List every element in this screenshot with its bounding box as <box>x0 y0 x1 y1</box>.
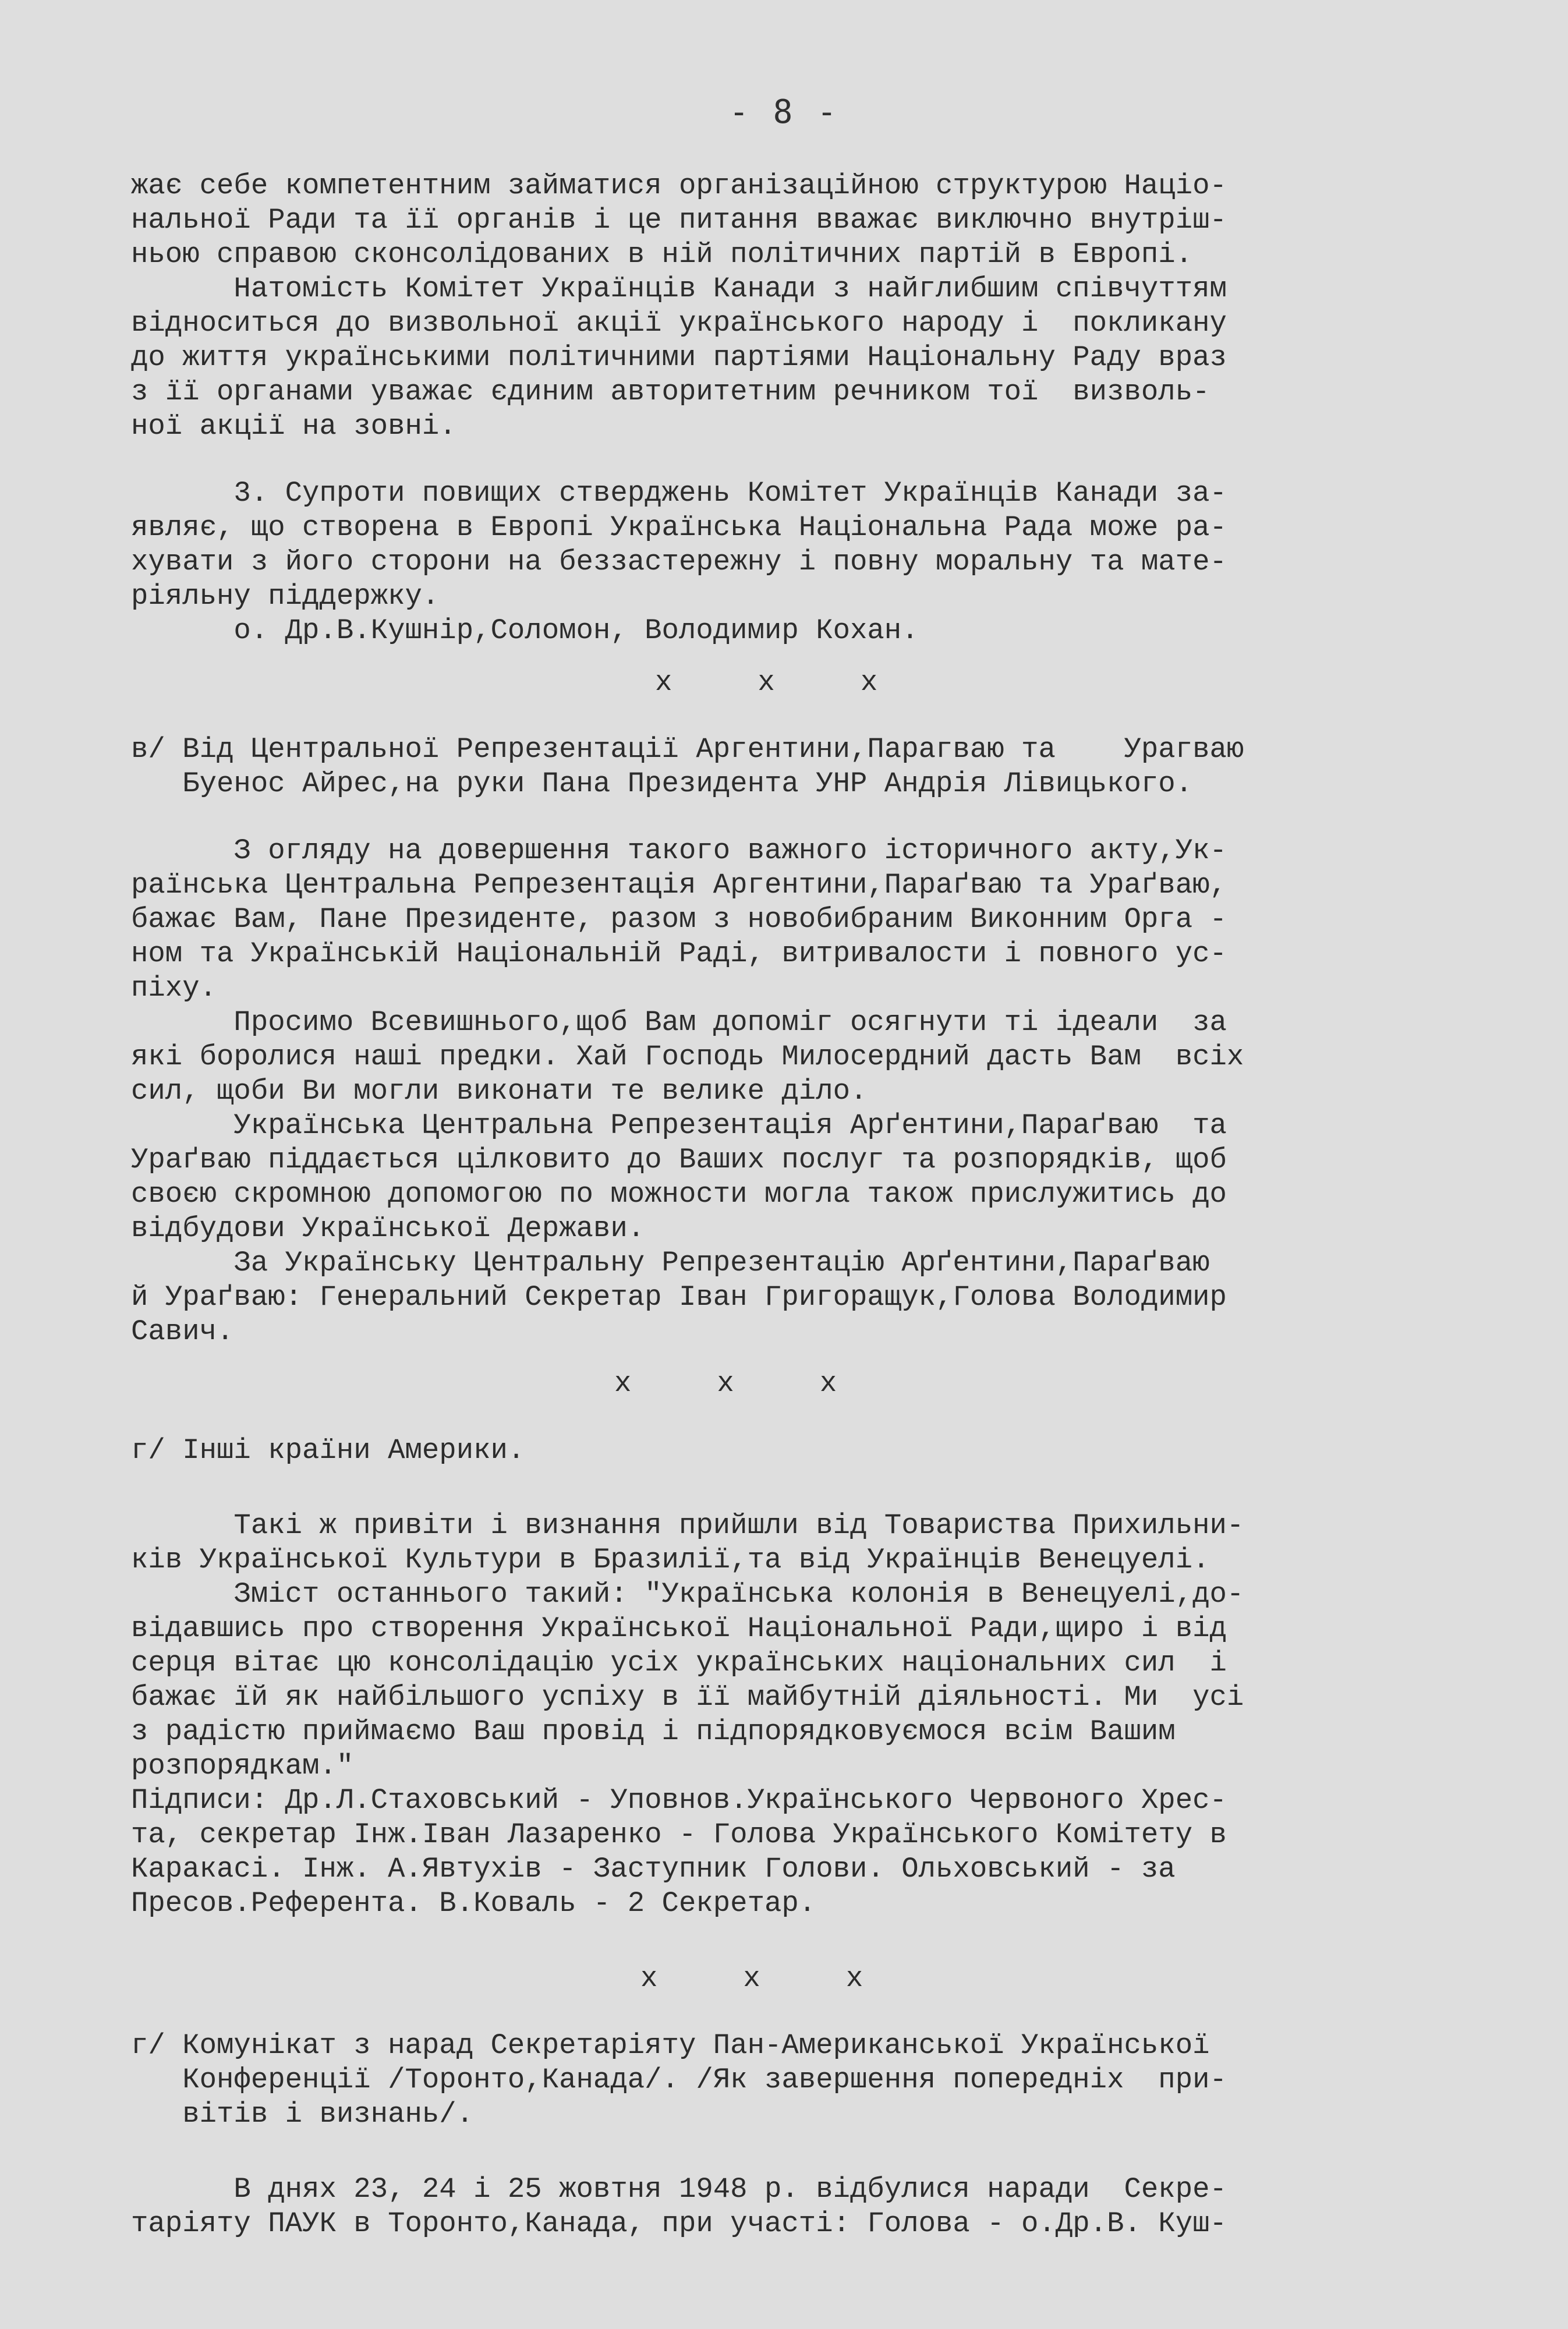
text-line: ків Української Культури в Бразилії,та від Українців Венецуелі. <box>131 1544 1210 1576</box>
text-line: відноситься до визвольної акції українського народу і покликану <box>131 307 1227 339</box>
signatures-line: Каракасі. Інж. А.Явтухів - Заступник Голови. Ольховський - за <box>131 1853 1176 1885</box>
section-g2-heading <box>131 2029 1488 2132</box>
section-g1-body <box>131 1509 1488 1921</box>
text-line: ріяльну піддержку. <box>131 580 440 613</box>
text-line: Натомість Комітет Українців Канади з найглибшим співчуттям <box>131 272 1227 305</box>
section-separator: x x x <box>614 1367 837 1400</box>
text-line: ної акції на зовні. <box>131 410 456 443</box>
text-line: відбудови Української Держави. <box>131 1212 645 1245</box>
text-line: своєю скромною допомогою по можности могла також прислужитись до <box>131 1178 1227 1210</box>
text-line: Зміст останнього такий: "Українська колонія в Венецуелі,до- <box>131 1578 1244 1611</box>
document-body <box>131 169 1488 2241</box>
section-separator: x x x <box>640 1962 863 1995</box>
text-line: 3. Супроти повищих стверджень Комітет Українців Канади за- <box>131 477 1227 509</box>
text-line: В днях 23, 24 і 25 жовтня 1948 р. відбулися наради Секре- <box>131 2173 1227 2206</box>
text-line: розпорядкам." <box>131 1750 354 1782</box>
text-line: Просимо Всевишнього,щоб Вам допоміг осягнути ті ідеали за <box>131 1006 1227 1039</box>
section-separator: x x x <box>655 666 878 699</box>
text-line: й Ураґваю: Генеральний Секретар Іван Григоращук,Голова Володимир <box>131 1281 1227 1314</box>
text-line: раїнська Центральна Репрезентація Аргентини,Параґваю та Ураґваю, <box>131 869 1227 901</box>
text-line: піху. <box>131 972 217 1004</box>
section-b-continuation <box>131 169 1488 444</box>
text-line: бажає Вам, Пане Президенте, разом з новобибраним Виконним Орга - <box>131 903 1227 936</box>
text-line: ном та Українській Національній Раді, витривалости і повного ус- <box>131 937 1227 970</box>
section-v-body <box>131 834 1488 1349</box>
text-line: відавшись про створення Української Національної Ради,щиро і від <box>131 1612 1227 1645</box>
heading-line: вітів і визнань/. <box>131 2098 474 2130</box>
text-line: сил, щоби Ви могли виконати те велике діло. <box>131 1075 868 1107</box>
section-g2-body <box>131 2172 1488 2241</box>
text-line: Савич. <box>131 1315 234 1348</box>
page-number: - 8 - <box>729 93 839 131</box>
text-line: які боролися наші предки. Хай Господь Милосердний дасть Вам всіх <box>131 1040 1244 1073</box>
signatures-line: та, секретар Інж.Іван Лазаренко - Голова Українського Комітету в <box>131 1818 1227 1851</box>
text-line: За Українську Центральну Репрезентацію Арґентини,Параґваю <box>131 1247 1210 1279</box>
text-line: серця вітає цю консолідацію усіх українських національних сил і <box>131 1647 1227 1679</box>
section-g1-heading: г/ Інші країни Америки. <box>131 1434 525 1467</box>
heading-line: Буенос Айрес,на руки Пана Президента УНР Андрія Лівицького. <box>131 767 1193 800</box>
signatures-line: о. Др.В.Кушнір,Соломон, Володимир Кохан. <box>131 614 919 647</box>
text-line: З огляду на довершення такого важного історичного акту,Ук- <box>131 834 1227 867</box>
heading-line: в/ Від Центральної Репрезентації Аргентини,Парагваю та Урагваю <box>131 733 1244 766</box>
heading-line: г/ Комунікат з нарад Секретаріяту Пан-Американської Української <box>131 2029 1210 2062</box>
text-line: Українська Центральна Репрезентація Арґентини,Параґваю та <box>131 1109 1227 1142</box>
text-line: Ураґваю піддається цілковито до Ваших послуг та розпорядків, щоб <box>131 1144 1227 1176</box>
text-line: нальної Ради та її органів і це питання вважає виключно внутріш- <box>131 204 1227 236</box>
heading-line: Конференції /Торонто,Канада/. /Як завершення попередніх при- <box>131 2063 1227 2096</box>
text-line: Такі ж привіти і визнання прийшли від Товариства Прихильни- <box>131 1509 1244 1542</box>
section-v-heading <box>131 732 1488 801</box>
signatures-line: Підписи: Др.Л.Стаховський - Уповнов.Українського Червоного Хрес- <box>131 1784 1227 1817</box>
text-line: з її органами уважає єдиним авторитетним речником тої визволь- <box>131 376 1210 408</box>
text-line: до життя українськими політичними партіями Національну Раду враз <box>131 341 1227 374</box>
text-line: ньою справою сконсолідованих в ній політичних партій в Европі. <box>131 238 1193 271</box>
text-line: таріяту ПАУК в Торонто,Канада, при участі: Голова - о.Др.В. Куш- <box>131 2207 1227 2240</box>
text-line: являє, що створена в Европі Українська Національна Рада може ра- <box>131 511 1227 544</box>
text-line: хувати з його сторони на беззастережну і повну моральну та мате- <box>131 546 1227 578</box>
text-line: бажає їй як найбільшого успіху в її майбутній діяльності. Ми усі <box>131 1681 1244 1714</box>
signatures-line: Пресов.Референта. В.Коваль - 2 Секретар. <box>131 1887 816 1920</box>
text-line: з радістю приймаємо Ваш провід і підпорядковуємося всім Вашим <box>131 1715 1176 1748</box>
section-b-point-3 <box>131 476 1488 648</box>
text-line: жає себе компетентним займатися організаційною структурою Націо- <box>131 169 1227 202</box>
